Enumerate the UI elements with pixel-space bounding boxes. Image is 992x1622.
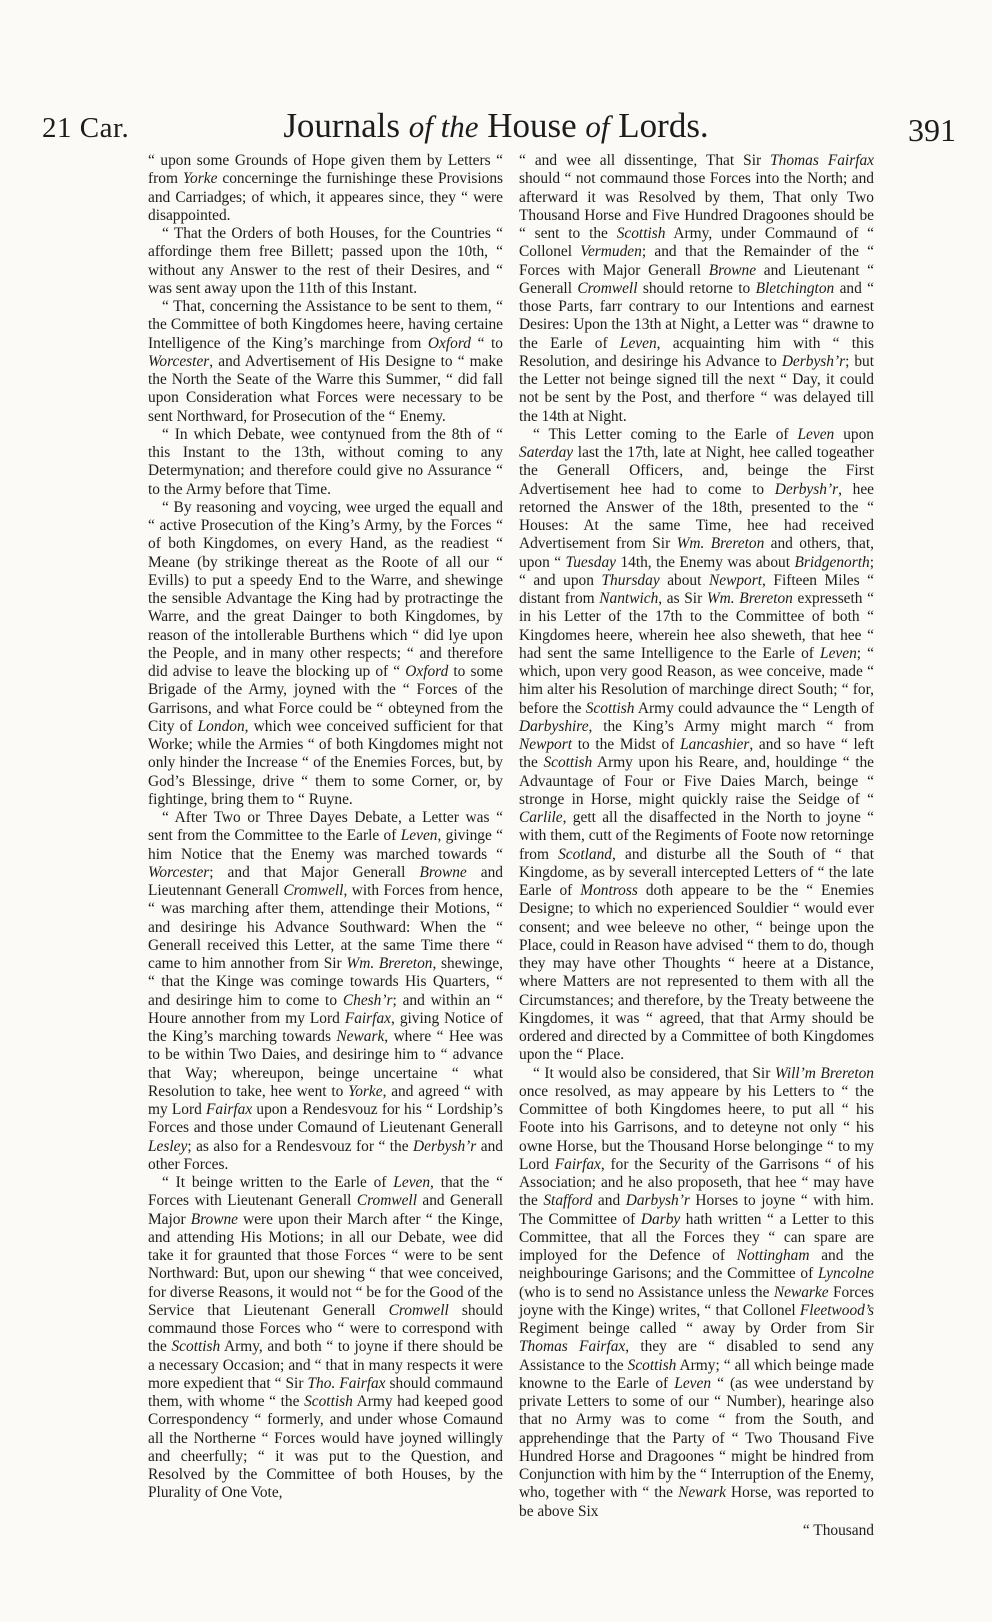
italic-name: Thomas Fairfax bbox=[519, 1338, 626, 1356]
paragraph: “ It beinge written to the Earle of Leven, that the “ Forces with Lieutenant Generall Cromwell and Generall Major Browne were upon their March after “ the Kinge, and attending His Motions; in all our Debate, wee did take it for graunted that those Forces “ were to be sent Northward: But, upon our shewing “ that wee conceived, for diverse Reasons, it would not “ be for the Good of the Service that Lieutenant Generall Cromwell should commaund those Forces who “ were to correspond with the Scottish Army, and both “ to joyne if there should be a necessary Occasion; and “ that in many respects it were more expedient that “ Sir Tho. Fairfax should commaund them, with whome “ the Scottish Army had keeped good Correspondency “ formerly, and under whose Comaund all the Northerne “ Forces would have joyned willingly and cheerfully; “ it was put to the Question, and Resolved by the Committee of both Houses, by the Plurality of One Vote, bbox=[148, 1174, 504, 1502]
italic-name: Scotland bbox=[558, 845, 612, 863]
title-word-house: House bbox=[487, 106, 577, 145]
italic-name: Cromwell bbox=[283, 882, 344, 899]
italic-name: Tho. Fairfax bbox=[307, 1374, 386, 1392]
italic-name: Carlile bbox=[519, 809, 563, 826]
italic-name: Cromwell bbox=[388, 1301, 449, 1319]
right-column-body bbox=[519, 152, 874, 1521]
italic-name: Bridgenorth bbox=[794, 553, 870, 571]
italic-name: Scottish bbox=[585, 699, 635, 717]
italic-name: Fairfax bbox=[554, 1155, 601, 1173]
paragraph: “ In which Debate, wee contynued from the 8th of “ this Instant to the 13th, without coming to any Determynation; and therefore could give no Assurance “ to the Army before that Time. bbox=[148, 425, 503, 498]
italic-name: Saterday bbox=[519, 444, 574, 461]
italic-name: Fairfax bbox=[206, 1101, 253, 1118]
italic-name: Chesh’r bbox=[342, 991, 393, 1009]
italic-name: Leven bbox=[393, 1174, 431, 1191]
italic-name: Darbysh’r bbox=[625, 1192, 690, 1210]
title-word-of: of bbox=[585, 109, 610, 144]
italic-name: Cromwell bbox=[356, 1192, 417, 1210]
italic-name: London bbox=[197, 717, 245, 735]
left-text-column bbox=[148, 152, 503, 1503]
title-word-lords: Lords. bbox=[618, 106, 709, 145]
italic-name: Derbysh’r bbox=[774, 480, 839, 498]
paragraph: “ That the Orders of both Houses, for the Countries “ affordinge them free Billett; passed upon the 10th, “ without any Answer to the rest of their Desires, and “ was sent away upon the 11th of this Instant. bbox=[148, 225, 503, 297]
italic-name: Scottish bbox=[543, 754, 593, 772]
paragraph: “ After Two or Three Dayes Debate, a Letter was “ sent from the Committee to the Earle of Leven, givinge “ him Notice that the Enemy was marched towards “ Worcester; and that Major Generall Browne and Lieutennant Generall Cromwell, with Forces from hence, “ was marching after them, attendinge their Motions, “ and desiringe his Advance Southward: When the “ Generall received this Letter, at the same Time there “ came to him annother from Sir Wm. Brereton, shewinge, “ that the Kinge was cominge towards His Quarters, “ and desiringe him to come to Chesh’r; and within an “ Houre annother from my Lord Fairfax, giving Notice of the King’s marching towards Newark, where “ Hee was to be within Two Daies, and desiringe him to “ advance that Way; whereupon, beinge uncertaine “ what Resolution to take, hee went to Yorke, and agreed “ with my Lord Fairfax upon a Rendesvouz for his “ Lordship’s Forces and those under Comaund of Lieutenant Generall Lesley; as also for a Rendesvouz for “ the Derbysh’r and other Forces. bbox=[148, 809, 504, 1173]
italic-name: Lesley bbox=[148, 1137, 188, 1155]
italic-name: Cromwell bbox=[577, 279, 638, 297]
italic-name: Leven bbox=[619, 334, 657, 352]
italic-name: Thursday bbox=[601, 571, 660, 589]
catchword: “ Thousand bbox=[802, 1521, 874, 1539]
italic-name: Newarke bbox=[773, 1283, 829, 1301]
italic-name: Montross bbox=[580, 882, 638, 899]
italic-name: Oxford bbox=[427, 334, 471, 352]
page-number: 391 bbox=[908, 112, 956, 148]
paragraph: “ By reasoning and voycing, wee urged the equall and “ active Prosecution of the King’s Army, by the Forces “ of both Kingdomes, on every Hand, as the readiest “ Meane (by strikinge thereat as the Roote of all our “ Evills) to put a speedy End to the Warre, and shewinge the sensible Advantage the King had by protractinge the Warre, and the great Dainger to both Kingdomes, by reason of the intollerable Burthens which “ did lye upon the People, and in many other respects; “ and therefore did advise to leave the blocking up of “ Oxford to some Brigade of the Army, joyned with the “ Forces of the Garrisons, and what Force could be “ obteyned from the City of London, which wee conceived sufficient for that Worke; while the Armies “ of both Kingdomes might not only hinder the Increase “ of the Enemies Forces, but, by God’s Blessinge, drive “ them to some Corner, or, by fightinge, bring them to “ Ruyne. bbox=[148, 498, 504, 808]
italic-name: Vermuden bbox=[580, 243, 642, 261]
italic-name: Scottish bbox=[171, 1338, 221, 1356]
italic-name: Darby bbox=[640, 1210, 681, 1228]
italic-name: Worcester bbox=[148, 863, 210, 881]
paragraph: “ upon some Grounds of Hope given them by Letters “ from Yorke concerninge the furnishinge these Provisions and Carriadges; of which, it appeares since, they “ were disappointed. bbox=[148, 152, 504, 224]
italic-name: Wm. Brereton bbox=[346, 955, 433, 972]
regnal-year: 21 Car. bbox=[42, 112, 130, 144]
italic-name: Browne bbox=[708, 261, 757, 279]
italic-name: Scottish bbox=[616, 225, 666, 242]
right-text-column bbox=[519, 152, 874, 1540]
italic-name: Stafford bbox=[543, 1192, 593, 1210]
italic-name: Bletchington bbox=[755, 279, 835, 297]
italic-name: Scottish bbox=[627, 1356, 677, 1374]
title-word-of-the: of the bbox=[408, 109, 479, 144]
italic-name: Browne bbox=[190, 1210, 239, 1228]
italic-name: Yorke bbox=[182, 170, 218, 188]
italic-name: Leven bbox=[820, 644, 857, 662]
italic-name: Browne bbox=[419, 863, 467, 881]
italic-name: Lancashier bbox=[680, 736, 750, 753]
running-title bbox=[0, 106, 992, 146]
italic-name: Wm. Brereton bbox=[676, 535, 765, 553]
paragraph: “ This Letter coming to the Earle of Leven upon Saterday last the 17th, late at Night, hee called togeather the Generall Officers, and, beinge the First Advertisement hee had to come to Derbysh’r, hee retorned the Answer of the 18th, presented to the “ Houses: At the same Time, hee had received Advertisement from Sir Wm. Brereton and others, that, upon “ Tuesday 14th, the Enemy was about Bridgenorth; “ and upon Thursday about Newport, Fifteen Miles “ distant from Nantwich, as Sir Wm. Brereton expresseth “ in his Letter of the 17th to the Committee of both “ Kingdomes heere, wherein hee also sheweth, that hee “ had sent the same Intelligence to the Earle of Leven; “ which, upon very good Reason, as wee conceive, made “ him alter his Resolution of marchinge direct South; “ for, before the Scottish Army could advaunce the “ Length of Darbyshire, the King’s Army might march “ from Newport to the Midst of Lancashier, and so have “ left the Scottish Army upon his Reare, and, houldinge “ the Advauntage of Four or Five Daies March, beinge “ stronge in Horse, might quickly raise the Seidge of “ Carlile, gett all the disaffected in the North to joyne “ with them, cutt of the Regiments of Foote now retorninge from Scotland, and disturbe all the South of “ that Kingdome, as by severall intercepted Letters of “ the late Earle of Montross doth appeare to be the “ Enemies Designe; to which no experienced Souldier “ would ever consent; and wee beleeve no other, “ beinge upon the Place, could in Reason have advised “ them to do, though they may have other Thoughts “ heere at a Distance, where Matters are not represented to them with all the Circumstances; and therefore, by the Treaty betweene the Kingdomes, it was “ agreed, that that Army should be ordered and directed by a Committee of both Kingdomes upon the “ Place. bbox=[519, 425, 875, 1064]
italic-name: Derbysh’r bbox=[781, 352, 846, 370]
italic-name: Newport bbox=[708, 571, 762, 589]
italic-name: Wm. Brereton bbox=[706, 590, 793, 607]
italic-name: Tuesday bbox=[565, 553, 616, 571]
page-header bbox=[0, 100, 992, 150]
italic-name: Newark bbox=[678, 1484, 726, 1502]
italic-name: Lyncolne bbox=[818, 1265, 874, 1283]
italic-name: Derbysh’r bbox=[413, 1137, 477, 1155]
italic-name: Thomas Fairfax bbox=[770, 152, 874, 169]
italic-name: Leven bbox=[400, 827, 438, 845]
italic-name: Nottingham bbox=[736, 1247, 810, 1264]
paragraph: “ It would also be considered, that Sir Will’m Brereton once resolved, as may appeare by his Letters to “ the Committee of both Kingdomes heere, to put all “ his Foote into his Garrisons, and to deteyne not only “ his owne Horse, but the Thousand Horse belonginge “ to my Lord Fairfax, for the Security of the Garrisons “ of his Association; and he also proposeth, that hee “ may have the Stafford and Darbysh’r Horses to joyne “ with him. The Committee of Darby hath written “ a Letter to this Committee, that all the Forces they “ can spare are imployed for the Defence of Nottingham and the neighbouringe Garisons; and the Committee of Lyncolne (who is to send no Assistance unless the Newarke Forces joyne with the Kinge) writes, “ that Collonel Fleetwood’s Regiment beinge called “ away by Order from Sir Thomas Fairfax, they are “ disabled to send any Assistance to the Scottish Army; “ all which beinge made knowne to the Earle of Leven “ (as wee understand by private Letters to some of our “ Number), hearinge also that no Army was to come “ from the South, and apprehendinge that the Party of “ Two Thousand Five Hundred Horse and Dragoones “ might be hindred from Conjunction with him by the “ Interruption of the Enemy, who, together with “ the Newark Horse, was reported to be above Six bbox=[519, 1064, 875, 1520]
italic-name: Yorke bbox=[348, 1082, 383, 1100]
italic-name: Newark bbox=[336, 1028, 385, 1045]
italic-name: Will’m Brereton bbox=[774, 1064, 874, 1082]
italic-name: Fleetwood’s bbox=[799, 1301, 874, 1319]
paragraph: “ That, concerning the Assistance to be sent to them, “ the Committee of both Kingdomes heere, having certaine Intelligence of the King’s marchinge from Oxford “ to Worcester, and Advertisement of His Designe to “ make the North the Seate of the Warre this Summer, “ did fall upon Consideration what Forces were necessary to be sent Northward, for Prosecution of the “ Enemy. bbox=[148, 298, 504, 425]
italic-name: Leven bbox=[797, 425, 835, 443]
italic-name: Newport bbox=[519, 736, 573, 753]
italic-name: Oxford bbox=[405, 663, 449, 680]
italic-name: Nantwich bbox=[599, 590, 659, 607]
italic-name: Fairfax bbox=[344, 1009, 391, 1027]
paragraph: “ and wee all dissentinge, That Sir Thomas Fairfax should “ not commaund those Forces into the North; and afterward it was Resolved by them, That only Two Thousand Horse and Five Hundred Dragoones should be “ sent to the Scottish Army, under Commaund of “ Collonel Vermuden; and that the Remainder of the “ Forces with Major Generall Browne and Lieutenant “ Generall Cromwell should retorne to Bletchington and “ those Parts, farr contrary to our Intentions and earnest Desires: Upon the 13th at Night, a Letter was “ drawne to the Earle of Leven, acquainting him with “ this Resolution, and desiringe his Advance to Derbysh’r; but the Letter not beinge signed till the next “ Day, it could not be sent by the Post, and therfore “ was delayed till the 14th at Night. bbox=[519, 152, 875, 425]
italic-name: Darbyshire bbox=[519, 717, 589, 735]
italic-name: Worcester bbox=[148, 352, 210, 370]
title-word-journals: Journals bbox=[283, 106, 400, 145]
italic-name: Leven bbox=[674, 1374, 712, 1392]
italic-name: Scottish bbox=[304, 1393, 353, 1410]
